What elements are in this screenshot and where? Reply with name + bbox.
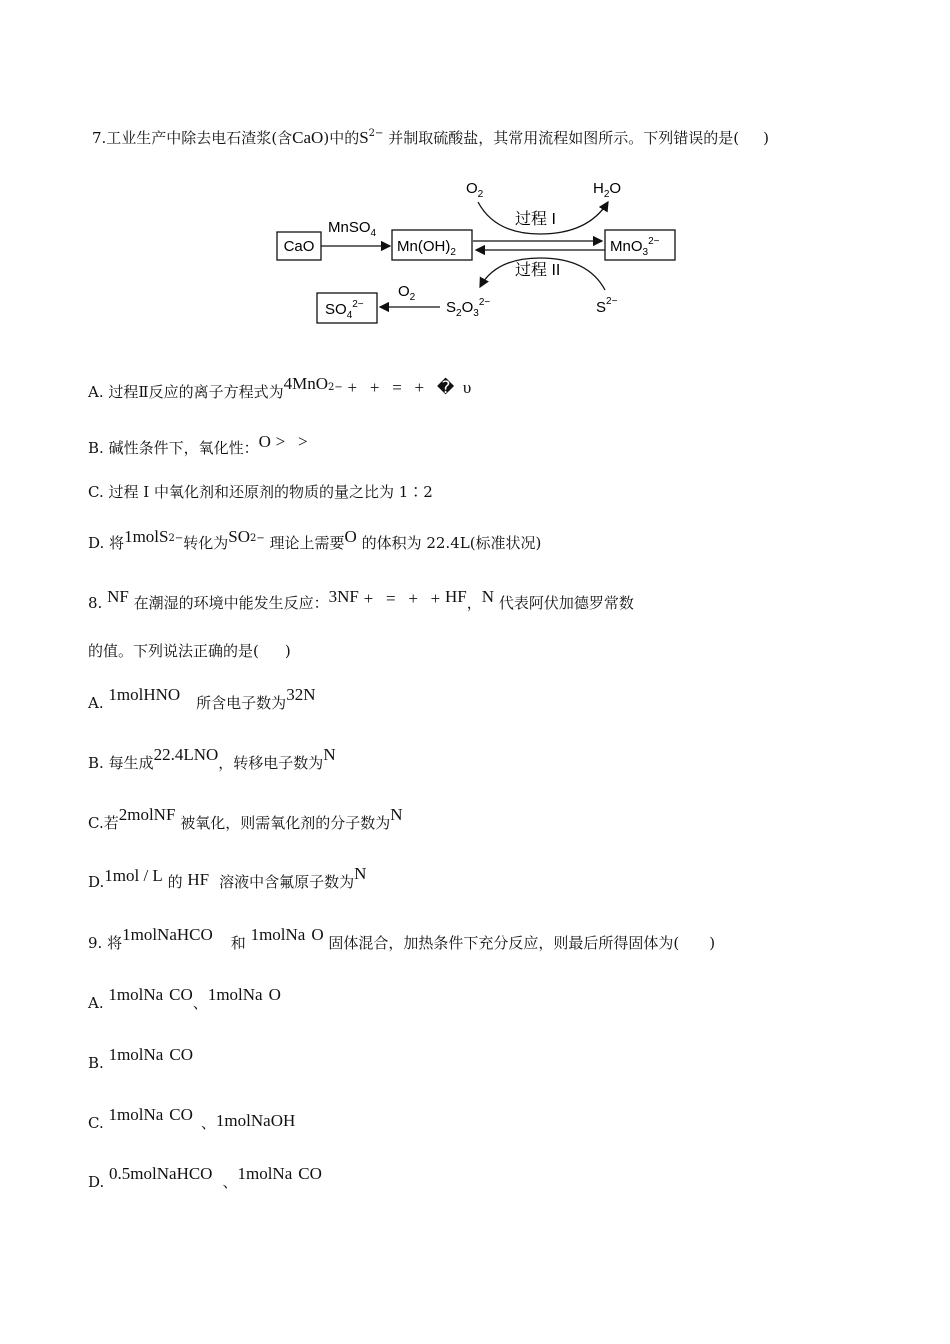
- cao-formula: CaO: [292, 128, 324, 147]
- q7-option-a: A. 过程Ⅱ反应的离子方程式为4MnO$^{2-}$ + + = + � υ: [88, 374, 472, 401]
- q8-option-c: C.若2molNF 被氧化，则需氧化剂的分子数为N: [88, 805, 403, 832]
- q7-stem: 7.工业生产中除去电石渣浆(含CaO)中的$S^{2-}$ 并制取硫酸盐，其常用流程如图所示。下列错误的是( ): [92, 128, 769, 147]
- q8-stem-line1: 8. NF 在潮湿的环境中能发生反应：3NF + = + + HF，N 代表阿伏加德罗常数: [88, 587, 634, 612]
- o2-bottom-label: $O_2$: [398, 283, 416, 303]
- o2-top-label: $O_2$: [466, 180, 484, 200]
- mnso4-label: MnSO$_4$: [328, 219, 377, 239]
- process-2-label: 过程 II: [515, 262, 561, 279]
- cao-label: CaO: [283, 238, 315, 255]
- q7-option-c: C. 过程 I 中氧化剂和还原剂的物质的量之比为 1∶2: [88, 483, 433, 501]
- q7-option-d: D. 将1molS$^{2-}$转化为$SO^{2-}$ 理论上需要O 的体积为 22.4L(标准状况): [88, 527, 542, 552]
- q9-option-b: B. 1molNa CO: [88, 1045, 193, 1072]
- q7-option-b: B. 碱性条件下，氧化性：O > >: [88, 432, 308, 457]
- so4-label: $SO_4^{2-}$: [325, 299, 364, 321]
- q9-option-a: A. 1molNa CO、1molNa O: [88, 985, 281, 1012]
- q9-stem: 9. 将1molNaHCO 和 1molNa O 固体混合，加热条件下充分反应，则最后所得固体为( ): [88, 925, 716, 952]
- q8-option-d: D.1mol / L 的 HF 溶液中含氟原子数为N: [88, 864, 367, 891]
- q8-option-b: B. 每生成22.4LNO，转移电子数为N: [88, 745, 336, 772]
- q9-option-d: D. 0.5molNaHCO 、1molNa CO: [88, 1164, 322, 1191]
- mno3-label: MnO$_3^{2-}$: [610, 236, 660, 258]
- s2-label: $S^{2-}$: [596, 296, 618, 316]
- q8-option-a: A. 1molHNO 所含电子数为32N: [88, 685, 316, 712]
- h2o-label: $H_2O$: [593, 180, 622, 200]
- process-diagram: [270, 172, 690, 332]
- mnoh2-label: $Mn(OH)_2$: [397, 238, 456, 258]
- process-1-label: 过程 I: [515, 211, 556, 228]
- q9-option-c: C. 1molNa CO 、1molNaOH: [88, 1105, 296, 1132]
- q8-stem-line2: 的值。下列说法正确的是( ): [88, 642, 291, 660]
- s2o3-label: $S_2O_3^{2-}$: [446, 297, 491, 319]
- s-ion: S: [359, 128, 369, 147]
